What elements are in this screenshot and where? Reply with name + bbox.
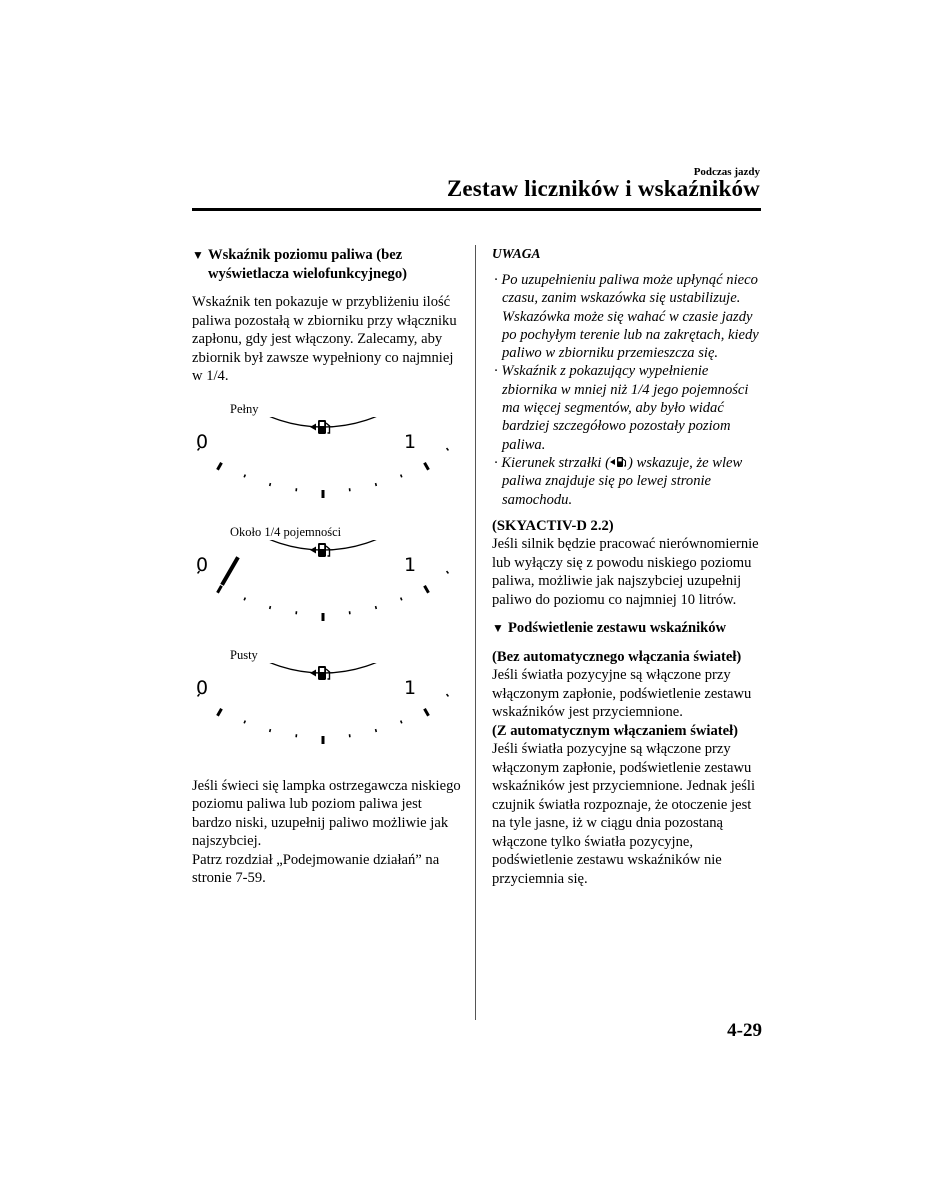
note-item-text: Wskaźnik z pokazujący wypełnienie zbiornika w mniej niż 1/4 jego pojemności ma więcej segmentów, aby było widać bardziej szczegółowo pozostały poziom paliwa. [501, 363, 749, 453]
note-item [492, 271, 764, 362]
page-title: Zestaw liczników i wskaźników [446, 176, 760, 201]
gauge-tick [401, 474, 402, 477]
left-column [192, 246, 462, 888]
gauge-tick [376, 729, 377, 732]
illumination-heading [492, 619, 764, 638]
triangle-down-icon: ▼ [192, 248, 204, 262]
gauge-caption: Pusty [230, 647, 258, 662]
fuel-pump-arrow-icon [610, 456, 628, 468]
fuel-gauge-full [190, 417, 450, 529]
gauge-label-full: 1 [404, 553, 417, 576]
right-column [492, 246, 764, 888]
gauge-needle [222, 557, 238, 585]
gauge-tick [425, 462, 429, 469]
section-label: Podczas jazdy [693, 166, 760, 178]
triangle-down-icon: ▼ [492, 621, 504, 636]
auto-lights-heading: (Z automatycznym włączaniem świateł) [492, 722, 739, 739]
fuel-pump-hose [326, 423, 330, 433]
gauge-tick [401, 720, 402, 723]
fuel-gauge-heading [192, 246, 462, 283]
gauge-tick [425, 708, 429, 715]
fuel-gauge-intro: Wskaźnik ten pokazuje w przybliżeniu ilość paliwa pozostałą w zbiorniku przy włączniku zapłonu, gdy jest włączony. Zalecamy, aby zbiornik był zawsze wypełniony co najmniej w 1/4. [192, 294, 457, 384]
gauge-tick [447, 694, 449, 696]
gauge-label-full: 1 [404, 430, 417, 453]
fuel-pump-hose [326, 546, 330, 556]
fuel-pump-hose [326, 669, 330, 679]
gauge-caption: Pełny [230, 401, 259, 416]
gauge-label-full: 1 [404, 676, 417, 699]
note-item [492, 362, 764, 453]
note-list [492, 271, 764, 509]
page-number: 4-29 [727, 1020, 762, 1041]
gauge-tick [270, 606, 271, 609]
fuel-pump-window [320, 668, 324, 672]
gauge-figure-quarter [192, 525, 462, 652]
note-item-text: ) wskazuje, że wlew paliwa znajduje się po lewej stronie samochodu. [502, 454, 743, 508]
left-arrow-icon [310, 423, 316, 430]
note-item-text: Po uzupełnieniu paliwa może upłynąć nieco czasu, zanim wskazówka się ustabilizuje. Wskazówka może się wahać w czasie jazdy po pochyłym terenie lub na zakrętach, kiedy paliwo w zbiorniku przemieszcza się. [501, 272, 759, 362]
gauge-tick [401, 597, 402, 600]
fuel-gauge-quarter [190, 540, 450, 652]
note-title: UWAGA [492, 246, 541, 261]
gauge-tick [447, 571, 449, 573]
gauge-tick [270, 483, 271, 486]
gauge-label-empty: 0 [196, 553, 209, 576]
fuel-pump-window [320, 422, 324, 426]
fuel-gauge-empty [190, 663, 450, 775]
fuel-gauge-heading-text: Wskaźnik poziomu paliwa (bez wyświetlacza wielofunkcyjnego) [208, 247, 408, 282]
gauge-tick [244, 597, 245, 600]
gauge-caption: Około 1/4 pojemności [230, 524, 342, 539]
skyactiv-heading: (SKYACTIV-D 2.2) [492, 517, 614, 534]
left-arrow-icon [310, 546, 316, 553]
left-arrow-icon [310, 669, 316, 676]
auto-lights-text: Jeśli światła pozycyjne są włączone przy włączonym zapłonie, podświetlenie zestawu wskaźników jest przyciemnione. Jednak jeśli czujnik światła rozpoznaje, że otoczenie jest na tyle jasne, iż w ciągu dnia pozostaną włączone tylko światła pozycyjne, podświetlenie zestawu wskaźników nie przyciemnia się. [492, 741, 756, 887]
low-fuel-warning-text: Jeśli świeci się lampka ostrzegawcza niskiego poziomu paliwa lub poziom paliwa jest bardzo niski, uzupełnij paliwo możliwie jak najszybciej. [192, 777, 461, 849]
gauge-tick [218, 708, 222, 715]
gauge-tick [425, 585, 429, 592]
gauge-tick [270, 729, 271, 732]
no-auto-lights-text: Jeśli światła pozycyjne są włączone przy włączonym zapłonie, podświetlenie zestawu wskaźników jest przyciemnione. [492, 667, 752, 721]
illumination-heading-text: Podświetlenie zestawu wskaźników [508, 620, 727, 637]
bullet-marker: · [494, 272, 498, 288]
reference-text: Patrz rozdział „Podejmowanie działań” na stronie 7-59. [192, 851, 440, 886]
gauge-tick [376, 483, 377, 486]
gauge-label-empty: 0 [196, 430, 209, 453]
note-item-text: Kierunek strzałki ( [501, 454, 610, 471]
gauge-tick [218, 585, 222, 592]
gauge-tick [218, 462, 222, 469]
gauge-tick [244, 474, 245, 477]
note-item [492, 454, 764, 509]
gauge-figure-empty [192, 648, 462, 775]
no-auto-lights-heading: (Bez automatycznego włączania świateł) [492, 648, 742, 665]
gauge-tick [376, 606, 377, 609]
column-divider [475, 245, 476, 1020]
bullet-marker: · [494, 363, 498, 380]
gauge-tick [244, 720, 245, 723]
gauge-tick [447, 448, 449, 450]
skyactiv-text: Jeśli silnik będzie pracować nierównomiernie lub wyłączy się z powodu niskiego poziomu paliwa, możliwie jak najszybciej uzupełnij paliwo do poziomu co najmniej 10 litrów. [492, 536, 759, 608]
gauge-label-empty: 0 [196, 676, 209, 699]
header-rule [192, 208, 761, 211]
bullet-marker: · [494, 454, 498, 471]
fuel-pump-window [320, 545, 324, 549]
gauge-figure-full [192, 402, 462, 529]
